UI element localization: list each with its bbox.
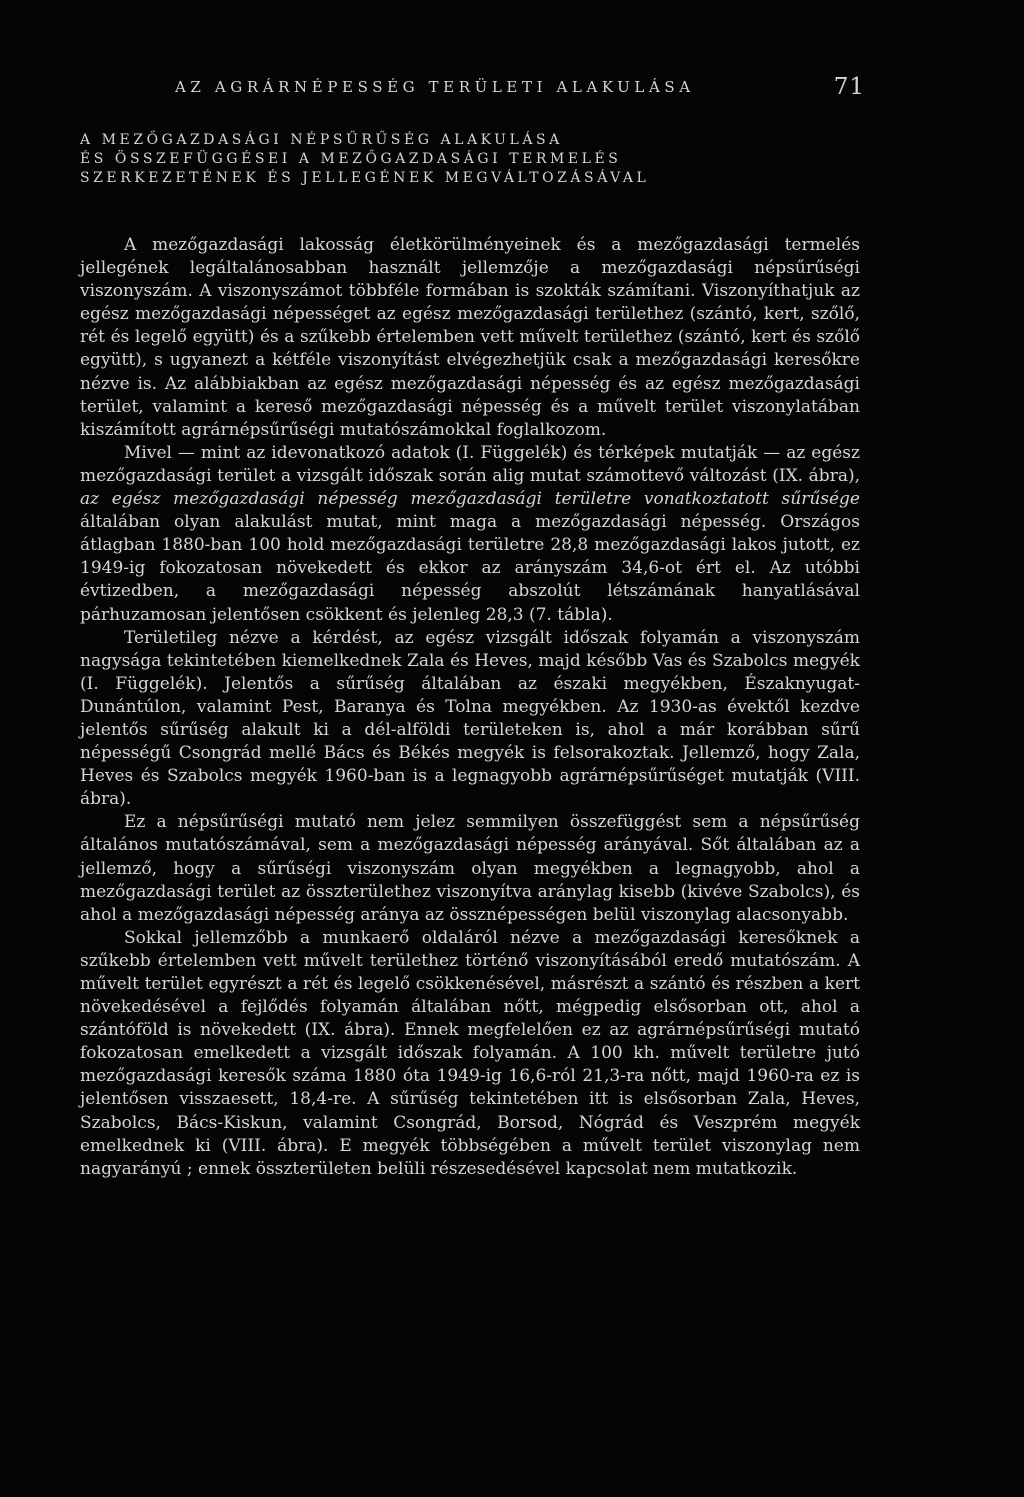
- section-title-line: ÉS ÖSSZEFÜGGÉSEI A MEZŐGAZDASÁGI TERMELÉS: [80, 151, 622, 167]
- page-number: 71: [833, 74, 865, 100]
- paragraph: Területileg nézve a kérdést, az egész vizsgált időszak folyamán a viszonyszám nagysága tekintetében kiemelkednek Zala és Heves, majd később Vas és Szabolcs megyék (I. Függelék). Jelentős a sűrűség általában az északi megyékben, Északnyugat-Dunántúlon, valamint Pest, Baranya és Tolna megyékben. Az 1930-as évektől kezdve jelentős sűrűség alakult ki a dél-alföldi területeken is, ahol a már korábban sűrű népességű Csongrád mellé Bács és Békés megyék is felsorakoztak. Jellemző, hogy Zala, Heves és Szabolcs megyék 1960-ban is a legnagyobb agrárnépsűrűséget mutatják (VIII. ábra).: [80, 627, 860, 810]
- paragraph: Sokkal jellemzőbb a munkaerő oldaláról nézve a mezőgazdasági keresőknek a szűkebb értelemben vett művelt területhez történő viszonyításából eredő mutatószám. A művelt terület egyrészt a rét és legelő csökkenésével, másrészt a szántó és részben a kert növekedésével a fejlődés folyamán általában nőtt, mégpedig elsősorban ott, ahol a szántóföld is növekedett (IX. ábra). Ennek megfelelően ez az agrárnépsűrűségi mutató fokozatosan emelkedett a vizsgált időszak folyamán. A 100 kh. művelt területre jutó mezőgazdasági keresők száma 1880 óta 1949-ig 16,6-ról 21,3-ra nőtt, majd 1960-ra ez is jelentősen visszaesett, 18,4-re. A sűrűség tekintetében itt is elsősorban Zala, Heves, Szabolcs, Bács-Kiskun, valamint Csongrád, Borsod, Nógrád és Veszprém megyék emelkednek ki (VIII. ábra). E megyék többségében a művelt terület viszonylag nem nagyarányú ; ennek összterületen belüli részesedésével kapcsolat nem mutatkozik.: [80, 927, 860, 1179]
- paragraph-text: általában olyan alakulást mutat, mint maga a mezőgazdasági népesség. Országos átlagban 1880-ban 100 hold mezőgazdasági területre 28,8 mezőgazdasági lakos jutott, ez 1949-ig fokozatosan növekedett és ekkor az arányszám 34,6-ot ért el. Az utóbbi évtizedben, a mezőgazdasági népesség abszolút létszámának hanyatlásával párhuzamosan jelentősen csökkent és jelenleg 28,3 (7. tábla).: [80, 512, 860, 625]
- running-title: AZ AGRÁRNÉPESSÉG TERÜLETI ALAKULÁSA: [175, 78, 695, 96]
- paragraph-text: Mivel — mint az idevonatkozó adatok (I. Függelék) és térképek mutatják — az egész mezőgazdasági terület a vizsgált időszak során alig mutat számottevő változást (IX. ábra),: [80, 442, 860, 486]
- emphasized-phrase: az egész mezőgazdasági népesség mezőgazdasági területre vonatkoztatott sűrűsége: [80, 489, 860, 510]
- running-header: [175, 74, 865, 104]
- section-title-line: SZERKEZETÉNEK ÉS JELLEGÉNEK MEGVÁLTOZÁSÁVAL: [80, 170, 650, 186]
- section-title-line: A MEZŐGAZDASÁGI NÉPSŰRŰSÉG ALAKULÁSA: [80, 132, 563, 148]
- paragraph: [80, 442, 860, 627]
- body-text: [80, 234, 860, 1181]
- section-title: [80, 131, 880, 188]
- paragraph: Ez a népsűrűségi mutató nem jelez semmilyen összefüggést sem a népsűrűség általános mutatószámával, sem a mezőgazdasági népesség arányával. Sőt általában az a jellemző, hogy a sűrűségi viszonyszám olyan megyékben a legnagyobb, ahol a mezőgazdasági terület az összterülethez viszonyítva aránylag kisebb (kivéve Szabolcs), és ahol a mezőgazdasági népesség aránya az össznépességen belül viszonylag alacsonyabb.: [80, 812, 860, 925]
- paragraph: A mezőgazdasági lakosság életkörülményeinek és a mezőgazdasági termelés jellegének legáltalánosabban használt jellemzője a mezőgazdasági népsűrűségi viszonyszám. A viszonyszámot többféle formában is szokták számítani. Viszonyíthatjuk az egész mezőgazdasági népességet az egész mezőgazdasági területhez (szántó, kert, szőlő, rét és legelő együtt) és a szűkebb értelemben vett művelt területhez (szántó, kert és szőlő együtt), s ugyanezt a kétféle viszonyítást elvégezhetjük csak a mezőgazdasági keresőkre nézve is. Az alábbiakban az egész mezőgazdasági népesség és az egész mezőgazdasági terület, valamint a kereső mezőgazdasági népesség és a művelt terület viszonylatában kiszámított agrárnépsűrűségi mutatószámokkal foglalkozom.: [80, 235, 860, 440]
